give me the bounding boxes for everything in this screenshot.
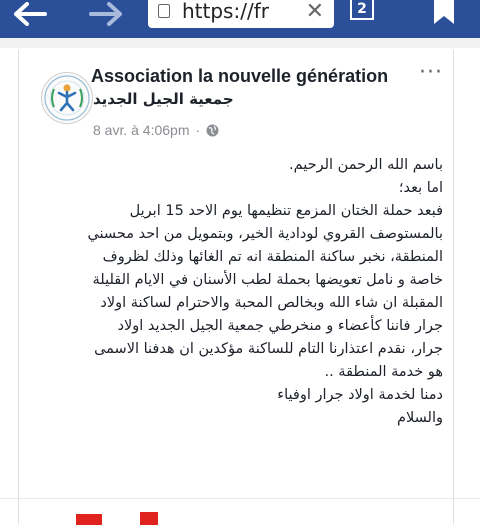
more-options-icon: ···	[419, 60, 443, 85]
post-line: اما بعد؛	[398, 180, 443, 196]
bookmark-button[interactable]	[430, 0, 458, 26]
page-avatar[interactable]	[41, 72, 93, 124]
post-divider	[0, 498, 480, 499]
url-text: https://fr	[182, 0, 269, 23]
post-line: المقبلة ان شاء الله وبخالص المحبة والاحترام لساكنة اولاد	[100, 295, 443, 311]
forward-button[interactable]	[78, 0, 134, 28]
attached-image-fragment	[76, 514, 102, 525]
browser-toolbar	[0, 0, 480, 38]
post-line: خاصة و نامل تعويضها بحملة لطب الأسنان في الايام القليلة	[92, 272, 443, 288]
back-arrow-icon	[13, 2, 47, 26]
post-line: المنطقة، نخبر ساكنة المنطقة انه تم الغائها وذلك لظروف	[102, 249, 443, 265]
tab-count: 2	[357, 1, 367, 17]
post-line: دمنا لخدمة اولاد جرار اوفياء	[277, 387, 443, 403]
page-name[interactable]: Association la nouvelle génération	[91, 66, 389, 86]
post-body	[19, 154, 443, 430]
post-line: فبعد حملة الختان المزمع تنظيمها يوم الاحد 15 ابريل	[129, 203, 443, 219]
post-meta	[93, 122, 219, 138]
address-bar[interactable]	[148, 0, 334, 28]
post-line: باسم الله الرحمن الرحيم.	[289, 157, 443, 173]
bookmark-icon	[430, 0, 458, 26]
toolbar-divider	[0, 38, 480, 48]
post-line: والسلام	[396, 410, 443, 426]
page-icon	[158, 4, 170, 18]
meta-separator: ·	[195, 122, 201, 138]
post-options-button[interactable]	[419, 60, 443, 85]
forward-arrow-icon	[89, 2, 123, 26]
tab-switcher-button[interactable]	[350, 0, 374, 20]
attached-image-fragment	[140, 512, 158, 525]
page-name-arabic[interactable]: جمعية الجيل الجديد	[93, 90, 234, 108]
post-line: بالمستوصف القروي لودادية الخير، وبتمويل من احد محسني	[87, 226, 443, 242]
post-line: جرار، نقدم اعتذارنا التام للساكنة مؤكدين ان هدفنا الاسمى	[94, 341, 443, 357]
post-line: جرار فاننا كأعضاء و منخرطي جمعية الجيل الجديد اولاد	[117, 318, 443, 334]
globe-icon	[206, 124, 219, 137]
post-line: هو خدمة المنطقة ..	[324, 364, 443, 380]
facebook-post	[18, 50, 454, 525]
clear-url-icon[interactable]: ✕	[305, 0, 324, 24]
back-button[interactable]	[2, 0, 58, 28]
post-timestamp[interactable]: 8 avr. à 4:06pm	[93, 122, 190, 138]
association-logo-icon	[42, 73, 92, 123]
